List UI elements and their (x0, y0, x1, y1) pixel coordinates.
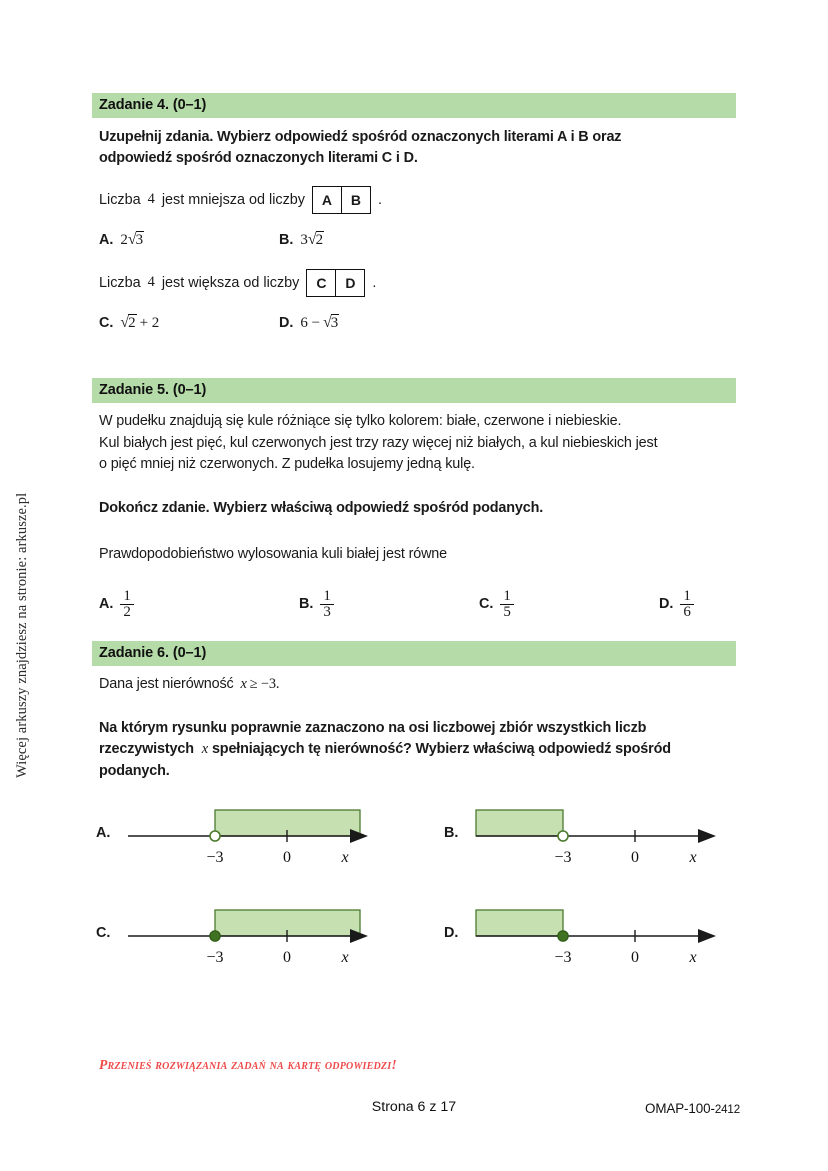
page-number: Strona 6 z 17 (371, 1099, 457, 1115)
task-4-answer-box-ab[interactable] (312, 186, 371, 214)
task-4-option-c[interactable] (99, 314, 279, 332)
task-4-stem-cd-post: jest większa od liczby (161, 274, 300, 291)
task-6-question-line-2a: rzeczywistych (99, 741, 194, 758)
exam-page (92, 0, 736, 1171)
task-5-option-b-fraction (320, 589, 334, 621)
svg-text:x: x (341, 849, 349, 867)
task-6-given (99, 674, 736, 696)
task-4-option-c-label: C. (99, 314, 114, 331)
svg-text:0: 0 (631, 849, 639, 867)
sheet-code (645, 1101, 740, 1116)
svg-text:x: x (689, 849, 697, 867)
task-6-figure-b[interactable] (440, 801, 740, 883)
task-5-option-a[interactable] (99, 588, 299, 620)
task-5-block (92, 378, 736, 620)
task-5-option-a-denominator: 2 (120, 604, 134, 620)
svg-text:x: x (689, 949, 697, 967)
task-5-body-line-2: Kul białych jest pięć, kul czerwonych jest trzy razy więcej niż białych, a kul niebieskich jest (99, 434, 658, 451)
transfer-answers-notice: Przenieś rozwiązania zadań na kartę odpowiedzi! (99, 1057, 397, 1072)
svg-text:−3: −3 (554, 849, 572, 867)
task-4-option-a-coef: 2 (120, 231, 128, 248)
task-6-figure-b-label: B. (444, 825, 459, 842)
task-4-option-b-label: B. (279, 231, 294, 248)
task-5-option-c-fraction (500, 589, 514, 621)
svg-text:0: 0 (283, 949, 291, 967)
task-5-option-d-fraction (680, 589, 694, 621)
task-5-body-line-3: o pięć mniej niż czerwonych. Z pudełka losujemy jedną kulę. (99, 456, 475, 473)
task-4-instruction-line-2: odpowiedź spośród oznaczonych literami C i D. (99, 150, 418, 167)
task-6-figure-a-label: A. (96, 825, 111, 842)
task-4-option-d-label: D. (279, 314, 294, 331)
task-5-option-c[interactable] (479, 588, 659, 620)
task-4-stem-ab-post: jest mniejsza od liczby (161, 191, 305, 208)
task-5-option-d-denominator: 6 (680, 604, 694, 620)
task-4-options-ab (99, 231, 736, 249)
task-4-statement-ab (99, 186, 736, 214)
task-4-option-b-radicand: 2 (315, 231, 324, 248)
task-4-option-b-value: 3√2 (300, 230, 324, 248)
task-4-box-option-d[interactable]: D (335, 270, 364, 296)
svg-text:0: 0 (283, 849, 291, 867)
task-4-block (92, 93, 736, 332)
task-4-option-d-pre: 6 − (300, 314, 321, 331)
task-4-box-option-b[interactable]: B (341, 187, 370, 213)
task-6-figure-d-label: D. (444, 925, 459, 942)
task-4-period-ab: . (377, 191, 382, 208)
task-4-option-a-radicand: 3 (135, 231, 144, 248)
task-5-stem: Prawdopodobieństwo wylosowania kuli białej jest równe (99, 546, 448, 563)
task-5-options (99, 588, 736, 620)
number-line-c-icon (92, 901, 392, 983)
task-6-question-line-1: Na którym rysunku poprawnie zaznaczono na osi liczbowej zbiór wszystkich liczb (99, 719, 647, 736)
task-4-stem-cd-pre: Liczba (99, 274, 141, 291)
task-4-options-cd (99, 314, 736, 332)
task-6-figure-d[interactable] (440, 901, 740, 983)
task-5-option-b-denominator: 3 (320, 604, 334, 620)
side-watermark: Więcej arkuszy znajdziesz na stronie: arkusze.pl (14, 492, 30, 778)
task-6-header: Zadanie 6. (0–1) (92, 641, 736, 666)
task-6-question-variable: x (201, 741, 208, 758)
task-6-question (99, 718, 736, 784)
task-6-question-line-3: podanych. (99, 763, 170, 780)
task-4-box-option-a[interactable]: A (321, 191, 333, 208)
task-4-option-d-radicand: 3 (330, 314, 339, 331)
task-6-given-relation: ≥ −3. (249, 675, 280, 692)
task-4-period-cd: . (372, 274, 377, 291)
task-4-option-b-coef: 3 (300, 231, 308, 248)
task-6-figure-c[interactable] (92, 901, 392, 983)
task-6-figure-grid (92, 801, 736, 986)
task-6-figure-c-label: C. (96, 925, 111, 942)
number-line-a-icon (92, 801, 392, 883)
task-5-body-line-1: W pudełku znajdują się kule różniące się tylko kolorem: białe, czerwone i niebieskie. (99, 412, 622, 429)
task-4-option-a-label: A. (99, 231, 114, 248)
task-5-header: Zadanie 5. (0–1) (92, 378, 736, 403)
task-4-option-a[interactable] (99, 231, 279, 249)
task-5-option-a-label: A. (99, 595, 114, 612)
svg-text:−3: −3 (206, 849, 224, 867)
task-4-box-option-c[interactable]: C (316, 274, 327, 291)
task-5-option-b-label: B. (299, 595, 314, 612)
task-5-option-b-numerator: 1 (323, 588, 331, 605)
task-6-given-variable: x (240, 675, 247, 692)
task-4-option-a-value: 2√3 (120, 230, 144, 248)
task-4-stem-ab-pre: Liczba (99, 191, 141, 208)
task-6-figure-a[interactable] (92, 801, 392, 883)
task-5-option-c-label: C. (479, 595, 494, 612)
task-6-question-line-2 (99, 739, 736, 761)
svg-text:−3: −3 (554, 949, 572, 967)
task-4-option-d[interactable] (279, 314, 339, 332)
task-4-option-c-post: + 2 (139, 314, 160, 331)
task-6-given-pre: Dana jest nierówność (99, 675, 234, 692)
number-line-d-icon (440, 901, 740, 983)
task-5-option-a-numerator: 1 (123, 588, 131, 605)
task-4-option-b[interactable] (279, 231, 324, 249)
task-4-statement-cd (99, 269, 736, 297)
task-4-header: Zadanie 4. (0–1) (92, 93, 736, 118)
number-line-b-icon (440, 801, 740, 883)
task-5-option-c-denominator: 5 (500, 604, 514, 620)
svg-text:0: 0 (631, 949, 639, 967)
task-6-question-line-2b: spełniających tę nierówność? Wybierz właściwą odpowiedź spośród (211, 741, 671, 758)
task-5-option-d[interactable] (659, 588, 694, 620)
svg-text:−3: −3 (206, 949, 224, 967)
sheet-code-main: OMAP-100- (645, 1101, 715, 1116)
task-5-option-b[interactable] (299, 588, 479, 620)
sheet-code-suffix: 2412 (714, 1104, 740, 1116)
task-5-option-d-label: D. (659, 595, 674, 612)
task-5-option-a-fraction (120, 589, 134, 621)
task-4-stem-cd-number: 4 (147, 274, 155, 291)
task-4-option-c-radicand: 2 (128, 314, 136, 331)
task-6-block (92, 641, 736, 986)
task-4-answer-box-cd[interactable] (306, 269, 365, 297)
task-5-directive: Dokończ zdanie. Wybierz właściwą odpowiedź spośród podanych. (99, 500, 544, 517)
svg-text:x: x (341, 949, 349, 967)
task-4-option-d-value: 6 − √3 (300, 313, 339, 331)
task-4-stem-ab-number: 4 (147, 191, 155, 208)
task-5-option-c-numerator: 1 (503, 588, 511, 605)
task-4-option-c-value: √2 + 2 (120, 313, 160, 331)
task-5-option-d-numerator: 1 (683, 588, 691, 605)
task-4-instruction-line-1: Uzupełnij zdania. Wybierz odpowiedź spośród oznaczonych literami A i B oraz (99, 128, 622, 145)
